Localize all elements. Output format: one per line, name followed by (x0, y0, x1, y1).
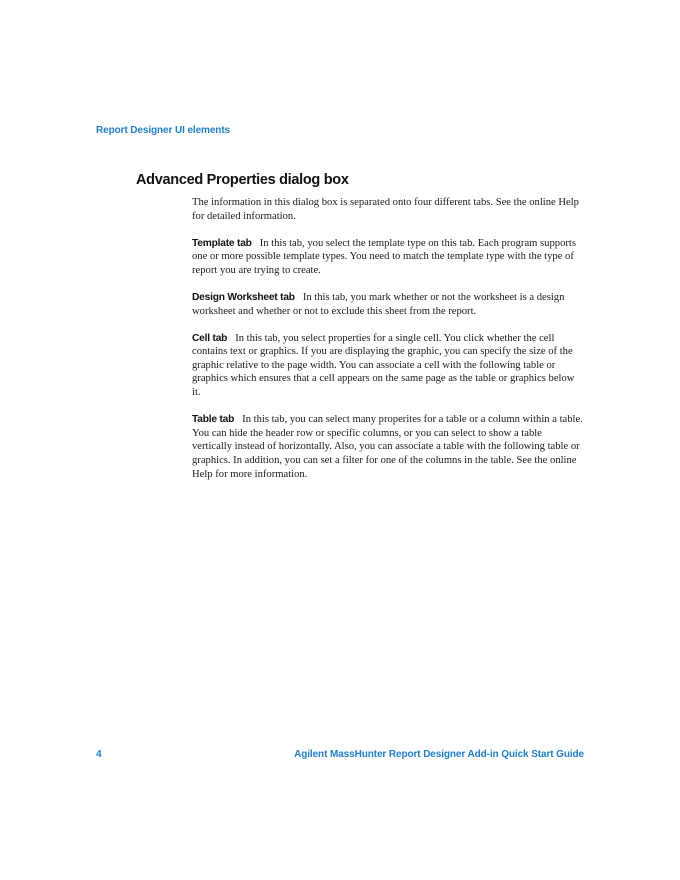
cell-tab-paragraph (192, 332, 584, 400)
template-tab-paragraph (192, 237, 584, 278)
intro-paragraph: The information in this dialog box is separated onto four different tabs. See the online Help for detailed information. (192, 197, 579, 222)
design-worksheet-tab-term: Design Worksheet tab (192, 291, 295, 303)
section-title: Advanced Properties dialog box (136, 172, 349, 188)
footer-document-title: Agilent MassHunter Report Designer Add-in Quick Start Guide (294, 749, 584, 760)
cell-tab-term: Cell tab (192, 332, 228, 344)
table-tab-description: In this tab, you can select many properites for a table or a column within a table. You can hide the header row or specific columns, or you can select to show a table vertically instead of horizontally. Also, you can associate a table with the following table or graphics. In addition, you can set a filter for one of the columns in the table. See the online Help for more information. (192, 414, 583, 480)
cell-tab-description: In this tab, you select properties for a single cell. You click whether the cell contains text or graphics. If you are displaying the graphic, you can specify the size of the graphic relative to the page width. You can associate a cell with the following table or graphics which ensures that a cell appears on the same page as the table or graphics below it. (192, 332, 575, 399)
design-worksheet-tab-description: In this tab, you mark whether or not the worksheet is a design worksheet and whether or not to exclude this sheet from the report. (192, 291, 565, 317)
template-tab-term: Template tab (192, 237, 252, 249)
running-header: Report Designer UI elements (96, 125, 231, 136)
table-tab-term: Table tab (192, 414, 235, 426)
table-tab-paragraph (192, 413, 584, 481)
design-worksheet-tab-paragraph (192, 291, 584, 318)
template-tab-description: In this tab, you select the template type on this tab. Each program supports one or more possible template types. You need to match the template type with the type of report you are trying to create. (192, 237, 576, 276)
footer-page-number: 4 (96, 749, 102, 760)
section-body (192, 196, 584, 495)
